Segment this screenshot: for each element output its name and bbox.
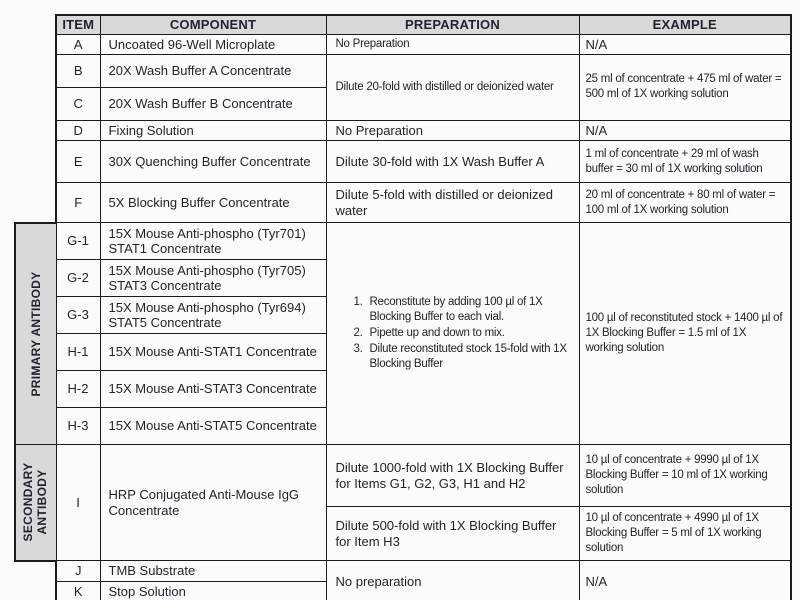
table-row-a	[15, 34, 791, 54]
component-cell-a: Uncoated 96-Well Microplate	[100, 34, 326, 54]
header-row	[15, 15, 791, 34]
component-cell-g2: 15X Mouse Anti-phospho (Tyr705) STAT3 Concentrate	[100, 260, 326, 297]
table-row-i-sub1	[15, 445, 791, 507]
preparation-cell-b-c: Dilute 20-fold with distilled or deionized water	[326, 54, 579, 120]
component-cell-h3: 15X Mouse Anti-STAT5 Concentrate	[100, 408, 326, 445]
preparation-cell-g-h	[326, 223, 579, 445]
secondary-antibody-label: SECONDARY ANTIBODY	[20, 462, 49, 542]
component-cell-g3: 15X Mouse Anti-phospho (Tyr694) STAT5 Concentrate	[100, 297, 326, 334]
empty-group-cell	[15, 34, 56, 54]
table-row-e	[15, 141, 791, 183]
item-cell-b: B	[56, 54, 100, 87]
component-cell-c: 20X Wash Buffer B Concentrate	[100, 87, 326, 120]
empty-group-cell	[15, 183, 56, 223]
empty-group-cell	[15, 54, 56, 87]
preparation-cell-i-2: Dilute 500-fold with 1X Blocking Buffer for Item H3	[326, 507, 579, 561]
component-cell-i: HRP Conjugated Anti-Mouse IgG Concentrate	[100, 445, 326, 561]
example-cell-b-c: 25 ml of concentrate + 475 ml of water = 500 ml of 1X working solution	[579, 54, 791, 120]
component-cell-d: Fixing Solution	[100, 120, 326, 140]
example-cell-j-k: N/A	[579, 561, 791, 600]
item-cell-h2: H-2	[56, 371, 100, 408]
component-cell-h1: 15X Mouse Anti-STAT1 Concentrate	[100, 334, 326, 371]
item-cell-f: F	[56, 183, 100, 223]
column-header-preparation: PREPARATION	[326, 15, 579, 34]
kit-components-table	[14, 14, 792, 600]
example-cell-f: 20 ml of concentrate + 80 ml of water = 100 ml of 1X working solution	[579, 183, 791, 223]
example-cell-i-1: 10 µl of concentrate + 9990 µl of 1X Blocking Buffer = 10 ml of 1X working solution	[579, 445, 791, 507]
empty-group-cell	[15, 87, 56, 120]
example-cell-g-h: 100 µl of reconstituted stock + 1400 µl of 1X Blocking Buffer = 1.5 ml of 1X working solution	[579, 223, 791, 445]
item-cell-g1: G-1	[56, 223, 100, 260]
row-group-primary-antibody	[15, 223, 56, 445]
preparation-step-1: 1. Reconstitute by adding 100 µl of 1X Blocking Buffer to each vial.	[366, 295, 573, 325]
preparation-cell-d: No Preparation	[326, 120, 579, 140]
component-cell-h2: 15X Mouse Anti-STAT3 Concentrate	[100, 371, 326, 408]
preparation-step-3: 3. Dilute reconstituted stock 15-fold with 1X Blocking Buffer	[366, 342, 573, 372]
example-cell-e: 1 ml of concentrate + 29 ml of wash buffer = 30 ml of 1X working solution	[579, 141, 791, 183]
example-cell-i-2: 10 µl of concentrate + 4990 µl of 1X Blocking Buffer = 5 ml of 1X working solution	[579, 507, 791, 561]
row-group-secondary-antibody	[15, 445, 56, 561]
item-cell-a: A	[56, 34, 100, 54]
preparation-step-2: 2. Pipette up and down to mix.	[366, 326, 573, 341]
empty-group-cell	[15, 561, 56, 582]
column-header-example: EXAMPLE	[579, 15, 791, 34]
item-cell-h3: H-3	[56, 408, 100, 445]
item-cell-e: E	[56, 141, 100, 183]
preparation-cell-a: No Preparation	[326, 34, 579, 54]
table-row-g1	[15, 223, 791, 260]
item-cell-k: K	[56, 582, 100, 600]
preparation-cell-f: Dilute 5-fold with distilled or deionized water	[326, 183, 579, 223]
component-cell-g1: 15X Mouse Anti-phospho (Tyr701) STAT1 Concentrate	[100, 223, 326, 260]
item-cell-h1: H-1	[56, 334, 100, 371]
table-row-j	[15, 561, 791, 582]
item-cell-d: D	[56, 120, 100, 140]
item-cell-i: I	[56, 445, 100, 561]
empty-group-cell	[15, 141, 56, 183]
table-row-d	[15, 120, 791, 140]
component-cell-j: TMB Substrate	[100, 561, 326, 582]
column-header-component: COMPONENT	[100, 15, 326, 34]
preparation-cell-e: Dilute 30-fold with 1X Wash Buffer A	[326, 141, 579, 183]
item-cell-c: C	[56, 87, 100, 120]
empty-group-cell	[15, 582, 56, 600]
component-cell-e: 30X Quenching Buffer Concentrate	[100, 141, 326, 183]
empty-group-cell	[15, 120, 56, 140]
example-cell-a: N/A	[579, 34, 791, 54]
preparation-cell-j-k: No preparation	[326, 561, 579, 600]
column-header-item: ITEM	[56, 15, 100, 34]
component-cell-k: Stop Solution	[100, 582, 326, 600]
table-row-f	[15, 183, 791, 223]
component-cell-b: 20X Wash Buffer A Concentrate	[100, 54, 326, 87]
item-cell-j: J	[56, 561, 100, 582]
primary-antibody-label: PRIMARY ANTIBODY	[28, 271, 43, 397]
item-cell-g3: G-3	[56, 297, 100, 334]
example-cell-d: N/A	[579, 120, 791, 140]
empty-corner-cell	[15, 15, 56, 34]
component-cell-f: 5X Blocking Buffer Concentrate	[100, 183, 326, 223]
preparation-steps-list	[336, 295, 573, 372]
preparation-cell-i-1: Dilute 1000-fold with 1X Blocking Buffer for Items G1, G2, G3, H1 and H2	[326, 445, 579, 507]
item-cell-g2: G-2	[56, 260, 100, 297]
table-row-b	[15, 54, 791, 87]
